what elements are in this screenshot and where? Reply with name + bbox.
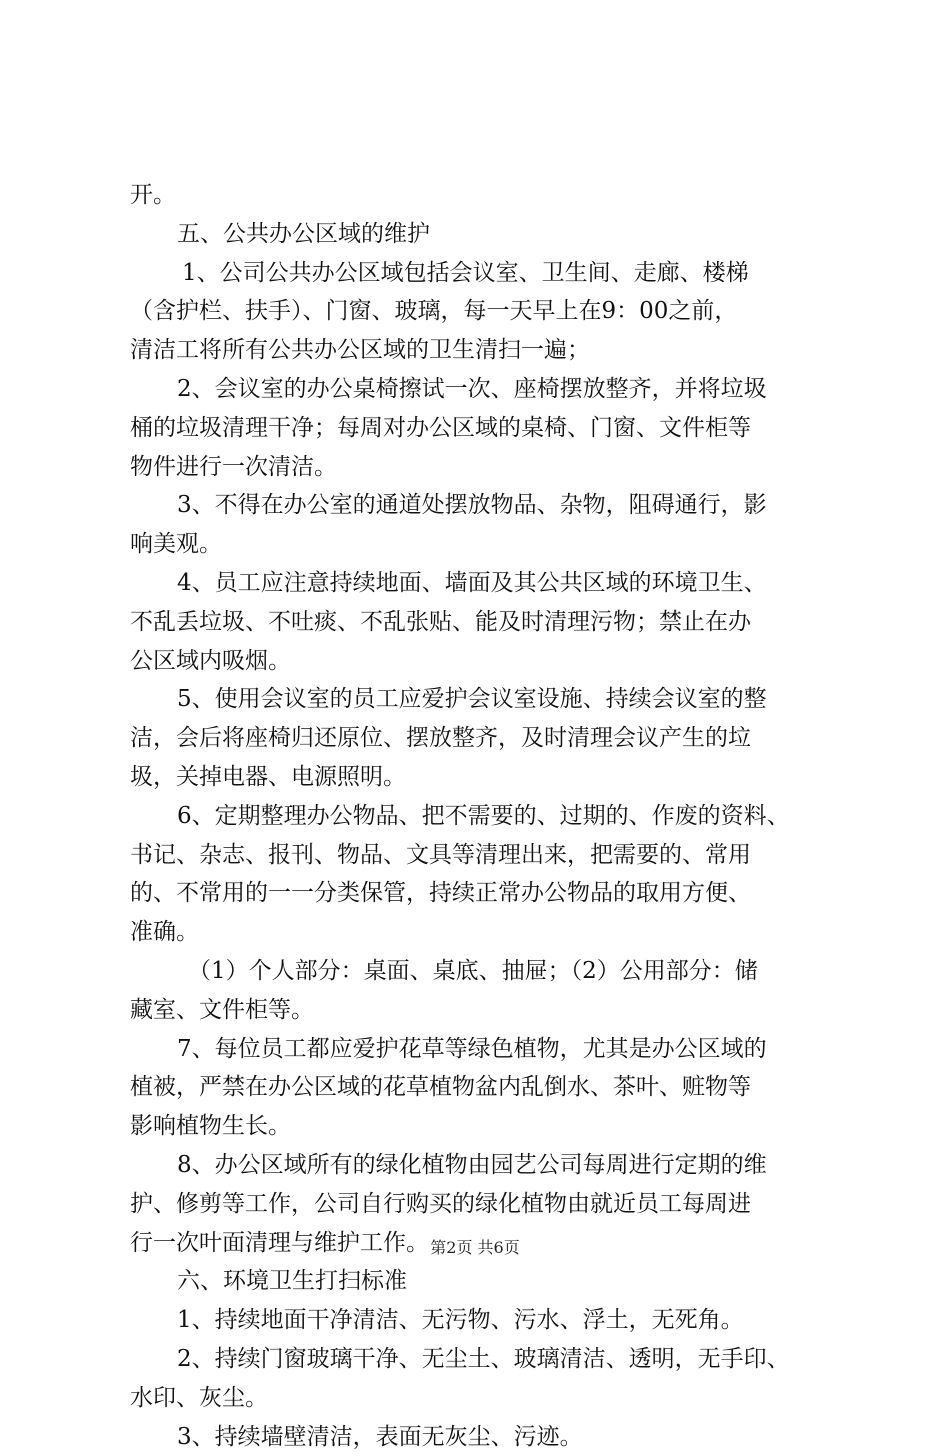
text-line: 4、员工应注意持续地面、墙面及其公共区域的环境卫生、	[130, 564, 830, 603]
section-heading: 五、公共办公区域的维护	[130, 215, 830, 254]
page-footer	[0, 1238, 950, 1258]
text-line: 圾，关掉电器、电源照明。	[130, 758, 830, 797]
text-line: 2、会议室的办公桌椅擦试一次、座椅摆放整齐，并将垃圾	[130, 370, 830, 409]
text-line: 公区域内吸烟。	[130, 642, 830, 681]
text-line: 水印、灰尘。	[130, 1379, 830, 1418]
text-line: 5、使用会议室的员工应爱护会议室设施、持续会议室的整	[130, 680, 830, 719]
text-line: 藏室、文件柜等。	[130, 991, 830, 1030]
text-line: 8、办公区域所有的绿化植物由园艺公司每周进行定期的维	[130, 1146, 830, 1185]
text-line: 2、持续门窗玻璃干净、无尘土、玻璃清洁、透明，无手印、	[130, 1340, 830, 1379]
text-line: 的、不常用的一一分类保管，持续正常办公物品的取用方便、	[130, 874, 830, 913]
page-number-label: 第2页 共6页	[430, 1238, 519, 1257]
text-line: 影响植物生长。	[130, 1107, 830, 1146]
text-line: 护、修剪等工作，公司自行购买的绿化植物由就近员工每周进	[130, 1185, 830, 1224]
text-line: 响美观。	[130, 525, 830, 564]
text-line: 书记、杂志、报刊、物品、文具等清理出来，把需要的、常用	[130, 836, 830, 875]
text-line: 1、公司公共办公区域包括会议室、卫生间、走廊、楼梯	[130, 254, 830, 293]
text-line: 清洁工将所有公共办公区域的卫生清扫一遍；	[130, 331, 830, 370]
text-line: 行一次叶面清理与维护工作。	[130, 1224, 830, 1263]
text-line: 7、每位员工都应爱护花草等绿色植物，尤其是办公区域的	[130, 1030, 830, 1069]
text-line: 植被，严禁在办公区域的花草植物盆内乱倒水、茶叶、赃物等	[130, 1068, 830, 1107]
text-line: 桶的垃圾清理干净；每周对办公区域的桌椅、门窗、文件柜等	[130, 409, 830, 448]
text-line: 洁，会后将座椅归还原位、摆放整齐，及时清理会议产生的垃	[130, 719, 830, 758]
document-body	[130, 176, 830, 1456]
text-line: 3、持续墙壁清洁，表面无灰尘、污迹。	[130, 1418, 830, 1456]
text-line: 不乱丢垃圾、不吐痰、不乱张贴、能及时清理污物；禁止在办	[130, 603, 830, 642]
text-line: （1）个人部分：桌面、桌底、抽屉；（2）公用部分：储	[130, 952, 830, 991]
text-line: 6、定期整理办公物品、把不需要的、过期的、作废的资料、	[130, 797, 830, 836]
text-line: 准确。	[130, 913, 830, 952]
section-heading: 六、环境卫生打扫标准	[130, 1262, 830, 1301]
text-line: 物件进行一次清洁。	[130, 448, 830, 487]
text-line: 1、持续地面干净清洁、无污物、污水、浮土，无死角。	[130, 1301, 830, 1340]
text-line: （含护栏、扶手）、门窗、玻璃，每一天早上在9：00之前，	[130, 292, 830, 331]
text-line: 开。	[130, 176, 830, 215]
text-line: 3、不得在办公室的通道处摆放物品、杂物，阻碍通行，影	[130, 486, 830, 525]
